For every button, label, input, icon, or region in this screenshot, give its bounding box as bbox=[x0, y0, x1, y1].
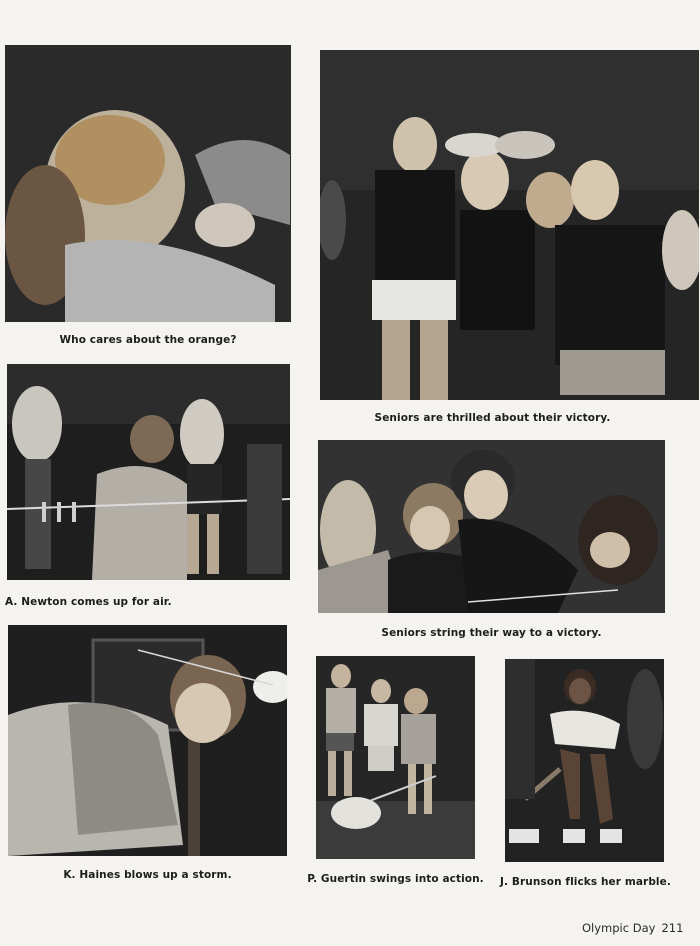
haines-photo bbox=[8, 625, 287, 856]
section-title: Olympic Day bbox=[582, 921, 656, 935]
guertin-photo bbox=[316, 656, 475, 859]
page-number: 211 bbox=[661, 921, 684, 935]
seniors-victory-caption: Seniors are thrilled about their victory. bbox=[374, 412, 611, 424]
seniors-victory-photo bbox=[320, 50, 699, 400]
newton-photo bbox=[7, 364, 290, 580]
seniors-string-caption: Seniors string their way to a victory. bbox=[381, 627, 602, 639]
page-folio bbox=[582, 921, 683, 935]
orange-photo bbox=[5, 45, 291, 322]
orange-caption: Who cares about the orange? bbox=[59, 334, 237, 346]
haines-caption: K. Haines blows up a storm. bbox=[63, 869, 232, 881]
brunson-caption: J. Brunson flicks her marble. bbox=[500, 876, 671, 888]
seniors-string-photo bbox=[318, 440, 665, 613]
guertin-caption: P. Guertin swings into action. bbox=[307, 873, 484, 885]
newton-caption: A. Newton comes up for air. bbox=[5, 596, 172, 608]
brunson-photo bbox=[505, 659, 664, 862]
